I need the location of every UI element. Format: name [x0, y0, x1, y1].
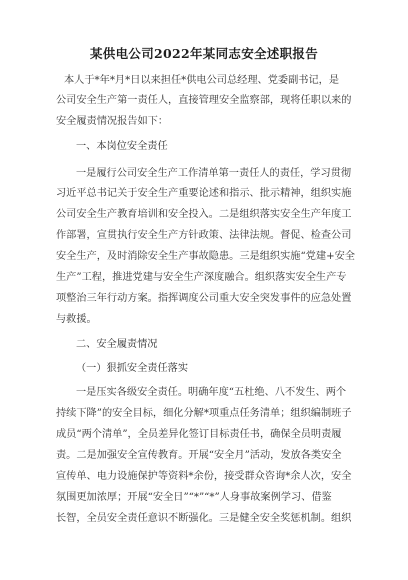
- section-heading-2: 二、安全履责情况: [76, 339, 158, 350]
- para-line-18: 责。二是加强安全宣传教育。开展“安全月”活动，发放各类安全: [56, 450, 342, 461]
- para-line-2: 公司安全生产第一责任人，直接管理安全监察部，现将任职以来的: [56, 95, 352, 106]
- para-line-5: 一是履行公司安全生产工作清单第一责任人的责任，学习贯彻: [76, 168, 352, 179]
- para-line-11: 项整治三年行动方案。指挥调度公司重大安全突发事件的应急处置: [56, 293, 352, 304]
- para-line-16: 持续下降”的安全目标，细化分解*项重点任务清单；组织编制班子: [56, 408, 352, 419]
- para-line-10: 生产”工程，推进党建与安全生产深度融合。组织落实安全生产专: [56, 272, 347, 283]
- para-line-7: 公司安全生产教育培训和安全投入。二是组织落实安全生产年度工: [56, 209, 352, 220]
- para-line-1: 本人于*年*月*日以来担任*供电公司总经理、党委副书记，是: [64, 75, 340, 86]
- para-line-12: 与救援。: [56, 314, 97, 325]
- para-line-19: 宣传单、电力设施保护等资料*余份，接受群众咨询*余人次，安全: [56, 471, 352, 482]
- para-line-9: 安全生产，及时消除安全生产事故隐患。三是组织实施“党建+安全: [56, 251, 355, 262]
- subsection-heading-1: （一）狠抓安全责任落实: [76, 363, 189, 374]
- para-line-21: 长智，全员安全责任意识不断强化。三是健全安全奖惩机制。组织: [56, 513, 352, 524]
- para-line-3: 安全履责情况报告如下：: [56, 116, 169, 127]
- para-line-20: 氛围更加浓厚；开展“安全日”“*”“*”人身事故案例学习、借鉴: [56, 492, 332, 503]
- para-line-17: 成员“两个清单”，全员差异化签订目标责任书，确保全员明责履: [56, 429, 342, 440]
- para-line-6: 习近平总书记关于安全生产重要论述和指示、批示精神，组织实施: [56, 188, 352, 199]
- document-title: 某供电公司2022年某同志安全述职报告: [90, 46, 318, 61]
- para-line-15: 一是压实各级安全责任。明确年度“五杜绝、八不发生、两个: [76, 387, 347, 398]
- section-heading-1: 一、本岗位安全责任: [76, 141, 168, 152]
- para-line-8: 作部署，宣贯执行安全生产方针政策、法律法规。督促、检查公司: [56, 230, 352, 241]
